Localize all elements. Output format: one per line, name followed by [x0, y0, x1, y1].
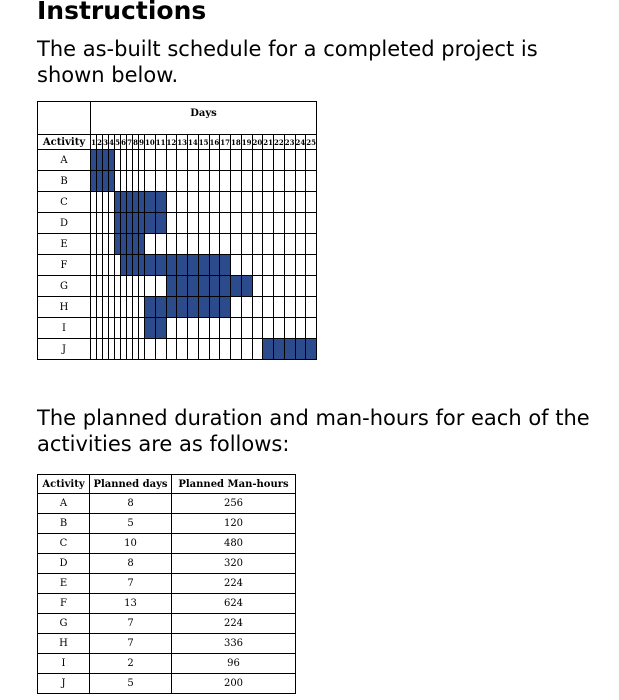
table-cell: 7: [90, 634, 172, 654]
day-number-header: 5: [115, 135, 121, 150]
table-row: [38, 514, 296, 534]
schedule-empty-cell: [231, 213, 242, 234]
schedule-empty-cell: [231, 297, 242, 318]
schedule-empty-cell: [263, 192, 274, 213]
schedule-empty-cell: [295, 171, 306, 192]
day-number-header: 13: [177, 135, 188, 150]
schedule-empty-cell: [252, 339, 263, 360]
day-number-header: 12: [166, 135, 177, 150]
schedule-bar-cell: [209, 297, 220, 318]
activity-label: G: [38, 276, 91, 297]
table-row: [38, 654, 296, 674]
schedule-empty-cell: [231, 192, 242, 213]
schedule-empty-cell: [231, 255, 242, 276]
schedule-empty-cell: [155, 339, 166, 360]
schedule-empty-cell: [166, 213, 177, 234]
schedule-empty-cell: [284, 234, 295, 255]
schedule-empty-cell: [209, 339, 220, 360]
schedule-empty-cell: [166, 171, 177, 192]
planned-table-header: Planned Man-hours: [172, 475, 296, 494]
table-cell: 2: [90, 654, 172, 674]
schedule-empty-cell: [166, 318, 177, 339]
table-cell: 480: [172, 534, 296, 554]
schedule-bar-cell: [188, 255, 199, 276]
schedule-empty-cell: [263, 318, 274, 339]
schedule-bar-cell: [188, 276, 199, 297]
schedule-empty-cell: [284, 318, 295, 339]
day-number-header: 7: [127, 135, 133, 150]
schedule-empty-cell: [155, 171, 166, 192]
table-cell: D: [38, 554, 90, 574]
activity-column-header: Activity: [38, 135, 91, 150]
schedule-empty-cell: [231, 234, 242, 255]
schedule-empty-cell: [295, 213, 306, 234]
day-number-header: 10: [145, 135, 156, 150]
table-cell: 120: [172, 514, 296, 534]
schedule-bar-cell: [166, 255, 177, 276]
schedule-empty-cell: [145, 339, 156, 360]
schedule-empty-cell: [177, 339, 188, 360]
day-number-header: 4: [109, 135, 115, 150]
schedule-empty-cell: [241, 213, 252, 234]
table-row: [38, 554, 296, 574]
table-cell: C: [38, 534, 90, 554]
table-cell: 7: [90, 574, 172, 594]
schedule-empty-cell: [252, 171, 263, 192]
schedule-empty-cell: [177, 171, 188, 192]
day-number-header: 23: [284, 135, 295, 150]
schedule-bar-cell: [209, 276, 220, 297]
table-cell: B: [38, 514, 90, 534]
schedule-empty-cell: [263, 171, 274, 192]
activity-label: A: [38, 150, 91, 171]
schedule-empty-cell: [198, 171, 209, 192]
day-number-header: 25: [306, 135, 317, 150]
schedule-bar-cell: [155, 255, 166, 276]
schedule-empty-cell: [209, 213, 220, 234]
schedule-bar-cell: [263, 339, 274, 360]
schedule-empty-cell: [166, 150, 177, 171]
schedule-empty-cell: [306, 171, 317, 192]
schedule-empty-cell: [145, 276, 156, 297]
day-number-header: 3: [103, 135, 109, 150]
schedule-empty-cell: [263, 276, 274, 297]
schedule-empty-cell: [284, 192, 295, 213]
schedule-empty-cell: [306, 276, 317, 297]
schedule-empty-cell: [166, 234, 177, 255]
table-cell: 96: [172, 654, 296, 674]
schedule-bar-cell: [306, 339, 317, 360]
schedule-bar-cell: [166, 276, 177, 297]
table-cell: H: [38, 634, 90, 654]
table-row: [38, 614, 296, 634]
planned-table-header: Planned days: [90, 475, 172, 494]
schedule-row-g: [38, 276, 317, 297]
schedule-bar-cell: [155, 213, 166, 234]
schedule-empty-cell: [209, 318, 220, 339]
schedule-empty-cell: [188, 339, 199, 360]
schedule-empty-cell: [284, 213, 295, 234]
schedule-empty-cell: [274, 234, 285, 255]
schedule-empty-cell: [166, 339, 177, 360]
schedule-empty-cell: [252, 297, 263, 318]
activity-label: J: [38, 339, 91, 360]
schedule-bar-cell: [155, 318, 166, 339]
schedule-empty-cell: [274, 276, 285, 297]
table-cell: A: [38, 494, 90, 514]
schedule-empty-cell: [306, 255, 317, 276]
day-number-header: 22: [274, 135, 285, 150]
schedule-empty-cell: [306, 213, 317, 234]
activity-label: D: [38, 213, 91, 234]
schedule-bar-cell: [177, 276, 188, 297]
schedule-bar-cell: [198, 276, 209, 297]
schedule-empty-cell: [209, 150, 220, 171]
schedule-empty-cell: [274, 213, 285, 234]
table-row: [38, 594, 296, 614]
schedule-empty-cell: [295, 276, 306, 297]
day-number-header: 17: [220, 135, 231, 150]
activity-label: F: [38, 255, 91, 276]
schedule-empty-cell: [306, 318, 317, 339]
day-number-header: 6: [121, 135, 127, 150]
schedule-empty-cell: [188, 234, 199, 255]
schedule-empty-cell: [177, 150, 188, 171]
activity-label: E: [38, 234, 91, 255]
table-cell: 8: [90, 494, 172, 514]
schedule-bar-cell: [295, 339, 306, 360]
schedule-empty-cell: [306, 234, 317, 255]
schedule-empty-cell: [198, 339, 209, 360]
schedule-empty-cell: [220, 213, 231, 234]
schedule-empty-cell: [284, 276, 295, 297]
schedule-empty-cell: [252, 255, 263, 276]
table-row: [38, 574, 296, 594]
schedule-empty-cell: [177, 234, 188, 255]
schedule-empty-cell: [295, 297, 306, 318]
schedule-empty-cell: [188, 318, 199, 339]
schedule-empty-cell: [231, 339, 242, 360]
schedule-empty-cell: [252, 234, 263, 255]
schedule-empty-cell: [145, 150, 156, 171]
schedule-bar-cell: [284, 339, 295, 360]
schedule-empty-cell: [188, 171, 199, 192]
table-cell: 200: [172, 674, 296, 694]
schedule-empty-cell: [231, 150, 242, 171]
schedule-row-a: [38, 150, 317, 171]
table-cell: 256: [172, 494, 296, 514]
table-cell: 624: [172, 594, 296, 614]
schedule-empty-cell: [198, 192, 209, 213]
table-cell: 224: [172, 614, 296, 634]
schedule-empty-cell: [220, 150, 231, 171]
schedule-empty-cell: [252, 276, 263, 297]
schedule-corner-cell: [38, 102, 91, 135]
schedule-empty-cell: [188, 213, 199, 234]
schedule-empty-cell: [241, 171, 252, 192]
day-number-header: 20: [252, 135, 263, 150]
table-row: [38, 634, 296, 654]
schedule-empty-cell: [198, 234, 209, 255]
schedule-empty-cell: [209, 192, 220, 213]
activity-label: C: [38, 192, 91, 213]
schedule-empty-cell: [252, 318, 263, 339]
schedule-bar-cell: [177, 297, 188, 318]
schedule-row-d: [38, 213, 317, 234]
table-cell: 224: [172, 574, 296, 594]
day-number-header: 2: [97, 135, 103, 150]
schedule-empty-cell: [145, 234, 156, 255]
schedule-empty-cell: [274, 171, 285, 192]
schedule-empty-cell: [198, 318, 209, 339]
schedule-empty-cell: [284, 171, 295, 192]
schedule-row-i: [38, 318, 317, 339]
schedule-row-c: [38, 192, 317, 213]
schedule-row-h: [38, 297, 317, 318]
schedule-empty-cell: [306, 297, 317, 318]
schedule-bar-cell: [145, 297, 156, 318]
schedule-empty-cell: [252, 213, 263, 234]
table-cell: E: [38, 574, 90, 594]
as-built-schedule-table: [37, 101, 317, 360]
activity-label: I: [38, 318, 91, 339]
schedule-bar-cell: [155, 192, 166, 213]
schedule-empty-cell: [284, 150, 295, 171]
schedule-empty-cell: [274, 150, 285, 171]
activity-label: H: [38, 297, 91, 318]
schedule-empty-cell: [188, 192, 199, 213]
schedule-empty-cell: [263, 297, 274, 318]
schedule-empty-cell: [274, 297, 285, 318]
schedule-empty-cell: [220, 192, 231, 213]
day-number-header: 14: [188, 135, 199, 150]
schedule-empty-cell: [274, 255, 285, 276]
schedule-empty-cell: [198, 150, 209, 171]
schedule-empty-cell: [263, 213, 274, 234]
schedule-empty-cell: [241, 255, 252, 276]
schedule-empty-cell: [241, 297, 252, 318]
schedule-empty-cell: [252, 192, 263, 213]
schedule-bar-cell: [188, 297, 199, 318]
schedule-empty-cell: [295, 150, 306, 171]
schedule-row-j: [38, 339, 317, 360]
table-cell: J: [38, 674, 90, 694]
schedule-empty-cell: [220, 171, 231, 192]
schedule-bar-cell: [145, 213, 156, 234]
schedule-empty-cell: [145, 171, 156, 192]
planned-duration-table: [37, 474, 296, 694]
schedule-empty-cell: [231, 318, 242, 339]
schedule-empty-cell: [263, 150, 274, 171]
day-number-header: 8: [133, 135, 139, 150]
table-cell: G: [38, 614, 90, 634]
schedule-empty-cell: [166, 192, 177, 213]
schedule-bar-cell: [220, 255, 231, 276]
schedule-bar-cell: [145, 318, 156, 339]
schedule-empty-cell: [274, 318, 285, 339]
table-cell: 13: [90, 594, 172, 614]
schedule-empty-cell: [263, 234, 274, 255]
schedule-empty-cell: [177, 318, 188, 339]
table-row: [38, 534, 296, 554]
schedule-empty-cell: [198, 213, 209, 234]
schedule-bar-cell: [220, 276, 231, 297]
day-number-header: 16: [209, 135, 220, 150]
table-cell: 320: [172, 554, 296, 574]
schedule-bar-cell: [166, 297, 177, 318]
schedule-empty-cell: [155, 150, 166, 171]
schedule-bar-cell: [220, 297, 231, 318]
activity-label: B: [38, 171, 91, 192]
schedule-bar-cell: [145, 255, 156, 276]
schedule-bar-cell: [198, 297, 209, 318]
schedule-bar-cell: [231, 276, 242, 297]
intro-text: The as-built schedule for a completed project is shown below.: [37, 37, 538, 87]
schedule-empty-cell: [241, 150, 252, 171]
table-cell: F: [38, 594, 90, 614]
table-cell: 5: [90, 514, 172, 534]
schedule-empty-cell: [209, 234, 220, 255]
schedule-empty-cell: [295, 318, 306, 339]
table-cell: 8: [90, 554, 172, 574]
schedule-empty-cell: [284, 297, 295, 318]
schedule-bar-cell: [145, 192, 156, 213]
schedule-bar-cell: [155, 297, 166, 318]
schedule-empty-cell: [241, 192, 252, 213]
schedule-empty-cell: [252, 150, 263, 171]
day-number-header: 21: [263, 135, 274, 150]
schedule-row-f: [38, 255, 317, 276]
schedule-empty-cell: [295, 255, 306, 276]
schedule-empty-cell: [231, 171, 242, 192]
day-number-header: 15: [198, 135, 209, 150]
table-row: [38, 674, 296, 694]
table-cell: I: [38, 654, 90, 674]
schedule-bar-cell: [241, 276, 252, 297]
schedule-bar-cell: [209, 255, 220, 276]
days-header: Days: [91, 102, 317, 135]
schedule-bar-cell: [177, 255, 188, 276]
schedule-empty-cell: [220, 318, 231, 339]
day-number-header: 1: [91, 135, 97, 150]
schedule-empty-cell: [263, 255, 274, 276]
schedule-empty-cell: [306, 150, 317, 171]
page-heading: Instructions: [37, 0, 207, 25]
schedule-row-b: [38, 171, 317, 192]
schedule-empty-cell: [306, 192, 317, 213]
schedule-empty-cell: [155, 234, 166, 255]
day-number-header: 9: [139, 135, 145, 150]
schedule-bar-cell: [198, 255, 209, 276]
schedule-empty-cell: [177, 213, 188, 234]
table-cell: 10: [90, 534, 172, 554]
schedule-row-e: [38, 234, 317, 255]
schedule-empty-cell: [284, 255, 295, 276]
schedule-empty-cell: [220, 234, 231, 255]
schedule-empty-cell: [209, 171, 220, 192]
schedule-empty-cell: [241, 318, 252, 339]
schedule-empty-cell: [177, 192, 188, 213]
table-cell: 5: [90, 674, 172, 694]
schedule-empty-cell: [274, 192, 285, 213]
table-row: [38, 494, 296, 514]
schedule-empty-cell: [241, 339, 252, 360]
day-number-header: 19: [241, 135, 252, 150]
schedule-empty-cell: [295, 192, 306, 213]
schedule-empty-cell: [155, 276, 166, 297]
planned-intro-text: The planned duration and man-hours for each of the activities are as follows:: [37, 406, 590, 456]
day-number-header: 24: [295, 135, 306, 150]
planned-table-header: Activity: [38, 475, 90, 494]
schedule-empty-cell: [220, 339, 231, 360]
schedule-bar-cell: [274, 339, 285, 360]
day-number-header: 18: [231, 135, 242, 150]
schedule-empty-cell: [188, 150, 199, 171]
table-cell: 336: [172, 634, 296, 654]
schedule-empty-cell: [295, 234, 306, 255]
schedule-empty-cell: [241, 234, 252, 255]
table-cell: 7: [90, 614, 172, 634]
day-number-header: 11: [155, 135, 166, 150]
